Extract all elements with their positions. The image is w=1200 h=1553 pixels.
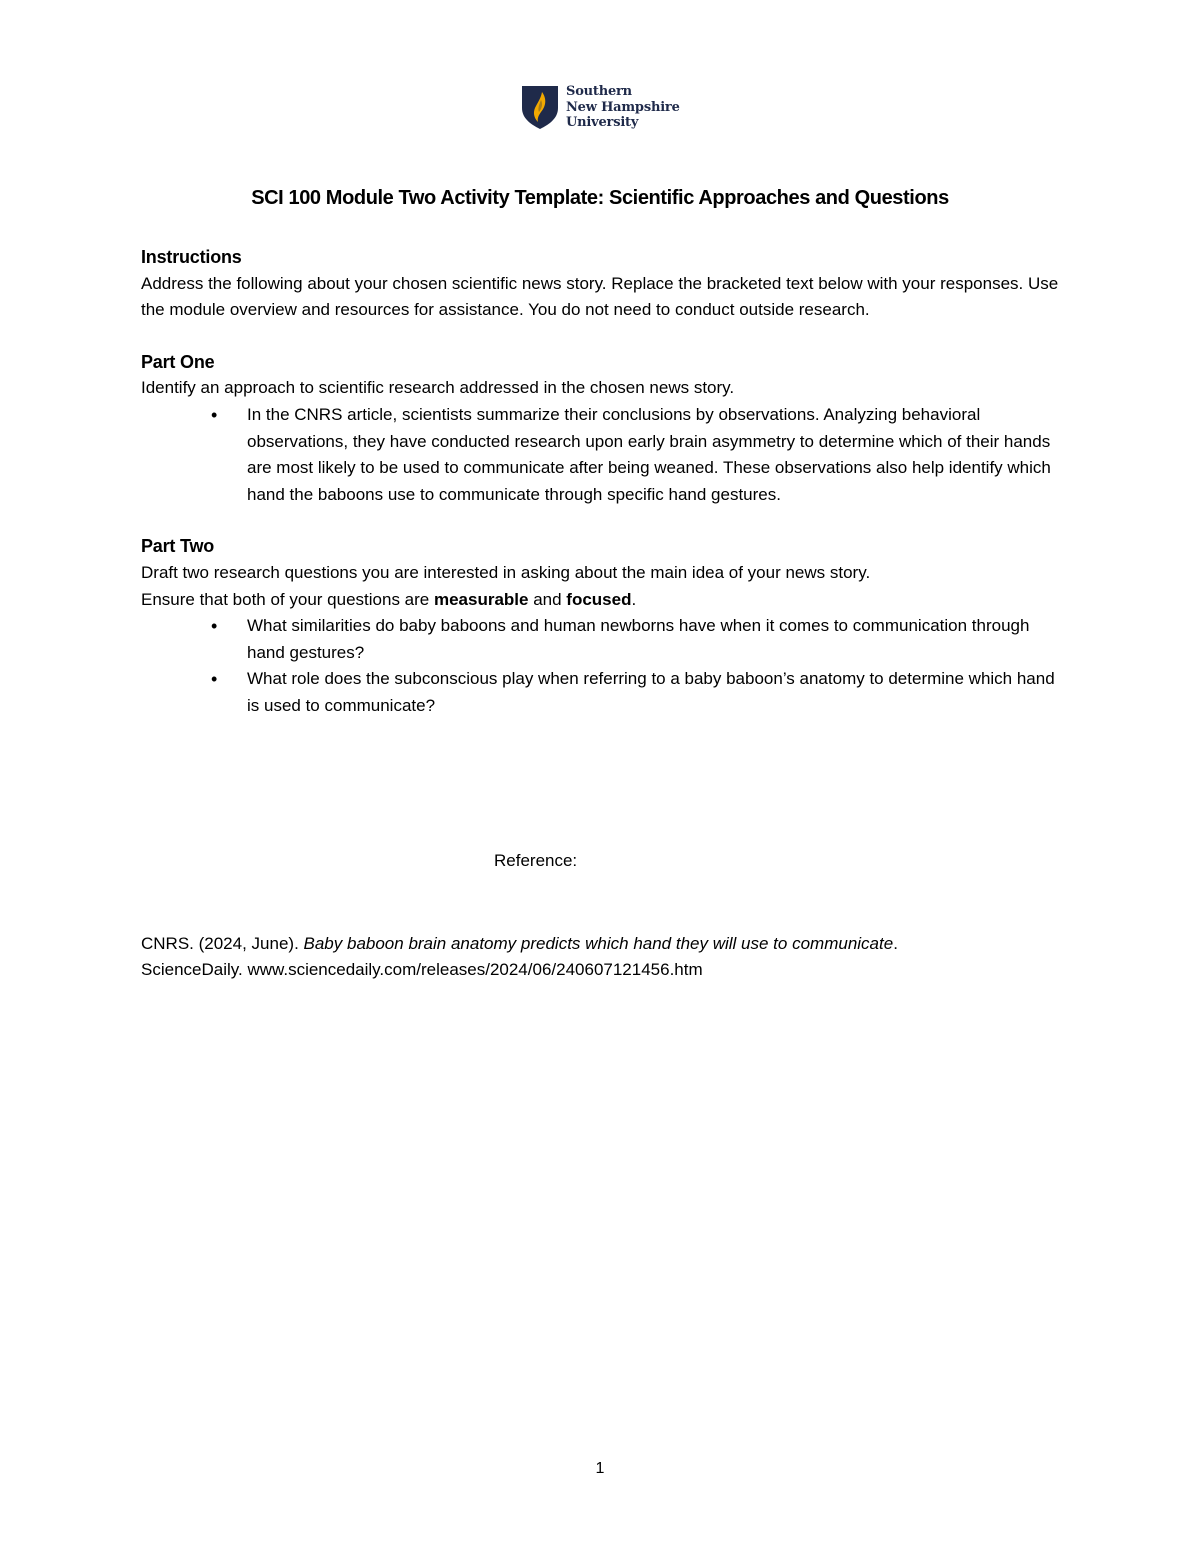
prompt-text-end: . <box>631 589 637 609</box>
part-one-prompt: Identify an approach to scientific research addressed in the chosen news story. <box>141 378 735 398</box>
document-title: SCI 100 Module Two Activity Template: Scientific Approaches and Questions <box>251 187 949 209</box>
spacer <box>141 508 1071 533</box>
part-two-heading: Part Two <box>141 536 215 557</box>
citation-title: Baby baboon brain anatomy predicts which hand they will use to communicate <box>303 934 894 953</box>
part-two-prompt-line1: Draft two research questions you are interested in asking about the main idea of your news story. <box>141 562 871 582</box>
instructions-text: Address the following about your chosen scientific news story. Replace the bracketed text below with your responses. Use the module overview and resources for assistance. You do not need to conduct outside research. <box>141 273 1059 320</box>
citation-author-date: CNRS. (2024, June). <box>141 934 304 953</box>
logo-wordmark <box>566 84 680 131</box>
logo-line-southern: Southern <box>566 84 632 99</box>
university-logo <box>520 84 680 131</box>
citation-source: ScienceDaily. www.sciencedaily.com/releases/2024/06/240607121456.htm <box>141 960 703 979</box>
part-two-bullet-list <box>141 613 1071 719</box>
instructions-heading: Instructions <box>141 247 242 267</box>
part-one-heading: Part One <box>141 351 215 372</box>
logo-line-university: University <box>566 115 639 130</box>
citation-title-period: . <box>893 934 898 953</box>
reference-label: Reference: <box>494 851 578 870</box>
reference-citation <box>141 931 1071 983</box>
flame-shield-icon <box>520 84 560 130</box>
part-one-bullet: • In the CNRS article, scientists summarize their conclusions by observations. Analyzing behavioral observations, they have conducted research upon early brain asymmetry to determine which of their hands are most likely to be used to communicate after being weaned. These observations also help identify which hand the baboons use to communicate through specific hand gestures. <box>141 402 1071 508</box>
prompt-text-mid: and <box>528 589 567 609</box>
part-two-bullet: • What similarities do baby baboons and human newborns have when it comes to communication through hand gestures? <box>141 613 1071 666</box>
prompt-text-start: Ensure that both of your questions are <box>141 589 434 609</box>
part-two-bullet: • What role does the subconscious play when referring to a baby baboon’s anatomy to determine which hand is used to communicate? <box>141 666 1071 719</box>
document-body <box>141 244 1071 720</box>
prompt-bold-measurable: measurable <box>433 589 529 609</box>
spacer <box>141 324 1071 349</box>
prompt-bold-focused: focused <box>566 589 632 609</box>
logo-line-new-hampshire: New Hampshire <box>566 99 680 115</box>
part-two-prompt-line2 <box>141 587 1071 614</box>
page-number: 1 <box>595 1460 605 1477</box>
part-one-bullet-list <box>141 402 1071 508</box>
